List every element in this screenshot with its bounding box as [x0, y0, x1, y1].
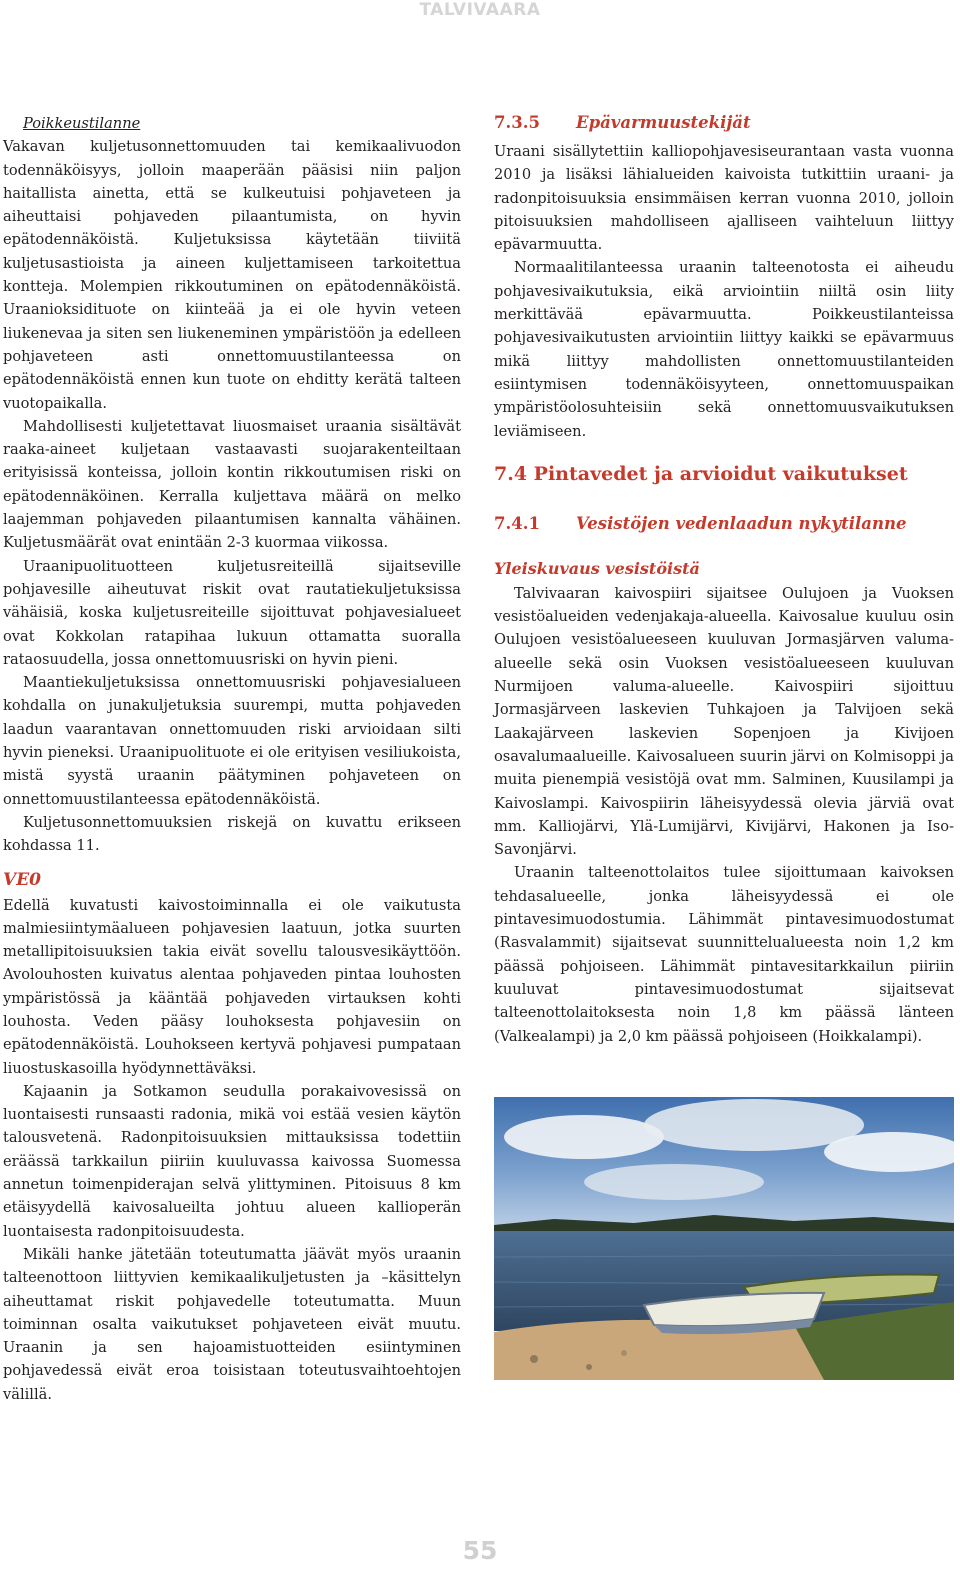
photo-illustration	[494, 1097, 954, 1380]
section-subheading: Poikkeustilanne	[23, 115, 141, 132]
paragraph: Uraani sisällytettiin kalliopohjavesiseurantaan vasta vuonna 2010 ja lisäksi lähialueiden kaivoista tutkittiin uraani- ja radonpitoisuuksia ensimmäisen kerran vuonna 2010, jolloin pitoisuuksien mahdolliseen ajalliseen vaihteluun liittyy epävarmuutta.	[494, 143, 954, 254]
paragraph: Mahdollisesti kuljetettavat liuosmaiset uraania sisältävät raaka-aineet kuljetaan vastaavasti suojarakenteiltaan erityisissä konteissa, jolloin kontin rikkoutumisen riski on epätodennäköinen. Kerralla kuljettava määrä on melko laajemman pohjaveden pilaantumisen kannalta vähäinen. Kuljetusmäärät ovat enintään 2-3 kuormaa viikossa.	[3, 417, 461, 552]
paragraph: Uraanipuolituotteen kuljetusreiteillä sijaitseville pohjavesille aiheutuvat riskit ovat rautatiekuljetuksissa vähäisiä, koska kuljetusreiteille sijoittuvat pohjavesialueet ovat Kokkolan ratapihaa lukuun ottamatta suoralla rataosuudella, jossa onnettomuusriski on hyvin pieni.	[3, 557, 461, 668]
left-column	[3, 112, 461, 1406]
right-column	[494, 112, 954, 1048]
subheading-yleiskuvaus: Yleiskuvaus vesistöistä	[494, 558, 700, 578]
paragraph: Vakavan kuljetusonnettomuuden tai kemikaalivuodon todennäköisyys, jolloin maaperään pääsisi niin paljon haitallista ainetta, että se kulkeutuisi pohjaveteen ja aiheuttaisi pohjaveden pilaantumista, on hyvin epätodennäköistä. Kuljetuksissa käytetään tiiviitä kuljetusastioista ja aineen kuljettamiseen tarkoitettua kontteja. Molempien rikkoutuminen on epätodennäköistä. Uraanioksidituote on kiinteää ja ei ole hyvin veteen liukenevaa ja siten sen liukeneminen ympäristöön ja edelleen pohjaveteen asti onnettomuustilanteessa on epätodennäköistä ennen kun tuote on ehditty kerätä talteen vuotopaikalla.	[3, 138, 461, 412]
lake-boats-photo	[494, 1097, 954, 1380]
section-heading-7-3-5	[494, 112, 954, 134]
section-title: Vesistöjen vedenlaadun nykytilanne	[576, 513, 907, 533]
page-number: 55	[462, 1536, 498, 1565]
paragraph: Kajaanin ja Sotkamon seudulla porakaivovesissä on luontaisesti runsaasti radonia, mikä voi estää vesien käytön talousvetenä. Radonpitoisuuksien mittauksissa todettiin eräässä tarkkailun piiriin kuuluvassa kaivossa Suomessa annetun toimenpiderajan selvä ylittyminen. Pitoisuus 8 km etäisyydellä kaivosalueilta johtuu alueen kallioperän luontaisesta radonpitoisuudesta.	[3, 1082, 461, 1240]
section-heading-7-4: 7.4 Pintavedet ja arvioidut vaikutukset	[494, 462, 908, 485]
paragraph: Kuljetusonnettomuuksien riskejä on kuvattu erikseen kohdassa 11.	[3, 813, 461, 855]
running-header: TALVIVAARA	[419, 0, 541, 20]
paragraph: Uraanin talteenottolaitos tulee sijoittumaan kaivoksen tehdasalueelle, jonka läheisyydessä ei ole pintavesimuodostumia. Lähimmät pintavesimuodostumat (Rasvalammit) sijaitsevat suunnittelualueesta noin 1,2 km päässä pohjoiseen. Lähimmät pintavesitarkkailun piiriin kuuluvat pintavesimuodostumat sijaitsevat talteenottolaitoksesta noin 1,8 km päässä länteen (Valkealampi) ja 2,0 km päässä pohjoiseen (Hoikkalampi).	[494, 864, 954, 1045]
paragraph: Edellä kuvatusti kaivostoiminnalla ei ole vaikutusta malmiesiintymäalueen pohjavesien laatuun, jotka suurten metallipitoisuuksien takia eivät sovellu talousvesikäyttöön. Avolouhosten kuivatus alentaa pohjaveden pintaa louhosten ympäristössä ja kääntää pohjaveden virtauksen kohti louhosta. Veden pääsy louhoksesta pohjavesiin on epätodennäköistä. Louhokseen kertyvä pohjavesi pumpataan liuostuskasoilla hyödynnettäväksi.	[3, 896, 461, 1077]
ve0-heading: VE0	[3, 869, 41, 890]
paragraph: Talvivaaran kaivospiiri sijaitsee Oulujoen ja Vuoksen vesistöalueiden vedenjakaja-alueella. Kaivosalue kuuluu osin Oulujoen vesistöalueeseen kuuluvan Jormasjärven valuma-alueelle sekä osin Vuoksen vesistöalueeseen kuuluvan Nurmijoen valuma-alueelle. Kaivospiiri sijoittuu Jormasjärveen laskevien Tuhkajoen ja Talvijoen sekä Laakajärveen laskevien Sopenjoen ja Kivijoen osavalumaalueille. Kaivosalueen suurin järvi on Kolmisoppi ja muita pienempiä vesistöjä ovat mm. Salminen, Kuusilampi ja Kaivoslampi. Kaivospiirin läheisyydessä olevia järviä ovat mm. Kalliojärvi, Ylä-Lumijärvi, Kivijärvi, Hakonen ja Iso-Savonjärvi.	[494, 584, 954, 859]
section-number: 7.4.1	[494, 513, 540, 533]
section-heading-7-4-1	[494, 513, 954, 535]
section-title: Epävarmuustekijät	[576, 113, 751, 132]
section-number: 7.3.5	[494, 113, 540, 132]
paragraph: Mikäli hanke jätetään toteutumatta jäävät myös uraanin talteenottoon liittyvien kemikaalikuljetusten ja –käsittelyn aiheuttamat riskit pohjavedelle toteutumatta. Muun toiminnan osalta vaikutukset pohjaveteen eivät muutu. Uraanin ja sen hajoamistuotteiden esiintyminen pohjavedessä eivät eroa toisistaan toteutusvaihtoehtojen välillä.	[3, 1245, 461, 1403]
paragraph: Maantiekuljetuksissa onnettomuusriski pohjavesialueen kohdalla on junakuljetuksia suurempi, mutta pohjaveden laadun vaarantavan onnettomuuden riski arvioidaan silti hyvin pieneksi. Uraanipuolituote ei ole erityisen vesiliukoista, mistä syystä uraanin päätyminen pohjaveteen on onnettomuustilanteessa epätodennäköistä.	[3, 674, 461, 808]
paragraph: Normaalitilanteessa uraanin talteenotosta ei aiheudu pohjavesivaikutuksia, eikä arviointiin niiltä osin liity merkittävää epävarmuutta. Poikkeustilanteissa pohjavesivaikutusten arviointiin liittyy kaikki se epävarmuus mikä liittyy mahdollisten onnettomuustilanteiden esiintymisen todennäköisyyteen, onnettomuuspaikan ympäristöolosuhteisiin sekä onnettomuusvaikutuksen leviämiseen.	[494, 259, 954, 440]
